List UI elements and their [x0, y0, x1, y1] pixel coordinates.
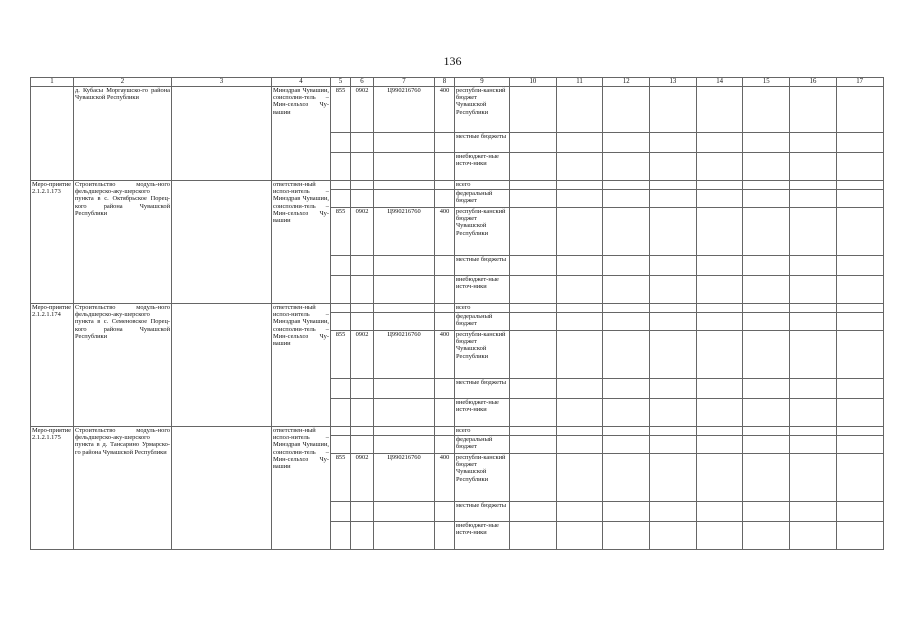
value-cell: [603, 313, 650, 331]
value-cell: [790, 153, 837, 181]
value-cell: [510, 153, 557, 181]
vr-code: 400: [435, 208, 455, 256]
event-cell: Меро-приятие 2.1.2.1.173: [31, 181, 74, 304]
rzpr-code: 0902: [351, 208, 374, 256]
funding-source: республи-канский бюджет Чувашской Республики: [455, 87, 510, 133]
value-cell: [603, 276, 650, 304]
event-cell: [31, 87, 74, 181]
value-cell: [696, 276, 743, 304]
page-number: 136: [443, 54, 462, 68]
value-cell: [374, 502, 435, 522]
value-cell: [743, 313, 790, 331]
value-cell: [351, 379, 374, 399]
value-cell: [743, 454, 790, 502]
column-number-7: 7: [374, 78, 435, 87]
value-cell: [351, 181, 374, 190]
value-cell: [556, 522, 603, 550]
value-cell: [696, 379, 743, 399]
empty-cell: [172, 87, 272, 181]
vr-code: 400: [435, 331, 455, 379]
value-cell: [790, 313, 837, 331]
value-cell: [510, 399, 557, 427]
value-cell: [510, 427, 557, 436]
value-cell: [836, 256, 883, 276]
value-cell: [696, 208, 743, 256]
grbs-code: 855: [331, 331, 351, 379]
value-cell: [556, 87, 603, 133]
value-cell: [556, 454, 603, 502]
value-cell: [510, 522, 557, 550]
value-cell: [351, 436, 374, 454]
value-cell: [836, 313, 883, 331]
event-cell: Меро-приятие 2.1.2.1.175: [31, 427, 74, 550]
value-cell: [351, 313, 374, 331]
value-cell: [790, 181, 837, 190]
value-cell: [650, 331, 697, 379]
executor-cell: ответствен-ный испол-нитель – Минздрав Чувашии, соисполни-тель – Мин-сельхоз Чу-вашии: [272, 427, 331, 550]
value-cell: [650, 153, 697, 181]
value-cell: [603, 87, 650, 133]
value-cell: [743, 379, 790, 399]
value-cell: [556, 276, 603, 304]
funding-source: федеральный бюджет: [455, 190, 510, 208]
value-cell: [743, 502, 790, 522]
funding-source: внебюджет-ные источ-ники: [455, 153, 510, 181]
value-cell: [836, 208, 883, 256]
funding-source: федеральный бюджет: [455, 313, 510, 331]
value-cell: [696, 256, 743, 276]
value-cell: [603, 153, 650, 181]
value-cell: [650, 181, 697, 190]
column-number-11: 11: [556, 78, 603, 87]
value-cell: [743, 190, 790, 208]
value-cell: [790, 454, 837, 502]
value-cell: [603, 208, 650, 256]
value-cell: [836, 133, 883, 153]
column-number-4: 4: [272, 78, 331, 87]
value-cell: [743, 436, 790, 454]
value-cell: [836, 276, 883, 304]
value-cell: [374, 313, 435, 331]
value-cell: [650, 87, 697, 133]
value-cell: [650, 313, 697, 331]
column-number-13: 13: [650, 78, 697, 87]
table-row: [31, 87, 884, 133]
value-cell: [650, 304, 697, 313]
value-cell: [331, 133, 351, 153]
value-cell: [696, 502, 743, 522]
value-cell: [836, 304, 883, 313]
column-number-3: 3: [172, 78, 272, 87]
funding-source: всего: [455, 427, 510, 436]
value-cell: [556, 502, 603, 522]
value-cell: [374, 190, 435, 208]
rzpr-code: 0902: [351, 87, 374, 133]
value-cell: [331, 153, 351, 181]
value-cell: [696, 399, 743, 427]
value-cell: [331, 436, 351, 454]
value-cell: [790, 399, 837, 427]
value-cell: [836, 427, 883, 436]
value-cell: [351, 522, 374, 550]
column-number-14: 14: [696, 78, 743, 87]
value-cell: [435, 256, 455, 276]
value-cell: [331, 304, 351, 313]
value-cell: [603, 133, 650, 153]
value-cell: [836, 379, 883, 399]
empty-cell: [172, 427, 272, 550]
value-cell: [556, 427, 603, 436]
grbs-code: 855: [331, 87, 351, 133]
value-cell: [435, 522, 455, 550]
funding-source: местные бюджеты: [455, 133, 510, 153]
column-number-1: 1: [31, 78, 74, 87]
value-cell: [696, 331, 743, 379]
value-cell: [603, 454, 650, 502]
value-cell: [510, 256, 557, 276]
csr-code: Ц990216760: [374, 87, 435, 133]
value-cell: [351, 276, 374, 304]
value-cell: [836, 522, 883, 550]
value-cell: [790, 208, 837, 256]
funding-source: республи-канский бюджет Чувашской Республики: [455, 454, 510, 502]
value-cell: [650, 454, 697, 502]
value-cell: [836, 436, 883, 454]
value-cell: [556, 190, 603, 208]
vr-code: 400: [435, 454, 455, 502]
value-cell: [836, 190, 883, 208]
event-cell: Меро-приятие 2.1.2.1.174: [31, 304, 74, 427]
value-cell: [790, 190, 837, 208]
value-cell: [351, 304, 374, 313]
value-cell: [743, 522, 790, 550]
value-cell: [351, 133, 374, 153]
column-number-17: 17: [836, 78, 883, 87]
empty-cell: [172, 304, 272, 427]
value-cell: [556, 181, 603, 190]
value-cell: [790, 276, 837, 304]
value-cell: [790, 522, 837, 550]
value-cell: [603, 331, 650, 379]
value-cell: [603, 502, 650, 522]
value-cell: [650, 190, 697, 208]
object-cell: Строительство модуль-ного фельдшерско-аку-шерского пункта в с. Октябрьское Порец-кого района Чувашской Республики: [74, 181, 172, 304]
value-cell: [331, 427, 351, 436]
column-number-8: 8: [435, 78, 455, 87]
value-cell: [374, 153, 435, 181]
object-cell: Строительство модуль-ного фельдшерско-аку-шерского пункта в с. Семеновское Порец-кого района Чувашской Республики: [74, 304, 172, 427]
value-cell: [510, 379, 557, 399]
value-cell: [510, 208, 557, 256]
value-cell: [650, 502, 697, 522]
grbs-code: 855: [331, 208, 351, 256]
value-cell: [510, 454, 557, 502]
value-cell: [696, 133, 743, 153]
value-cell: [374, 133, 435, 153]
value-cell: [696, 522, 743, 550]
csr-code: Ц990216760: [374, 208, 435, 256]
value-cell: [374, 276, 435, 304]
column-number-5: 5: [331, 78, 351, 87]
value-cell: [743, 181, 790, 190]
value-cell: [650, 522, 697, 550]
table-body: [31, 78, 884, 550]
column-number-16: 16: [790, 78, 837, 87]
value-cell: [603, 190, 650, 208]
value-cell: [331, 181, 351, 190]
value-cell: [435, 190, 455, 208]
value-cell: [331, 276, 351, 304]
funding-source: внебюджет-ные источ-ники: [455, 522, 510, 550]
value-cell: [743, 256, 790, 276]
value-cell: [331, 190, 351, 208]
value-cell: [650, 133, 697, 153]
value-cell: [435, 313, 455, 331]
value-cell: [435, 181, 455, 190]
value-cell: [603, 181, 650, 190]
value-cell: [790, 436, 837, 454]
value-cell: [603, 436, 650, 454]
value-cell: [510, 133, 557, 153]
value-cell: [743, 304, 790, 313]
csr-code: Ц990216760: [374, 331, 435, 379]
value-cell: [331, 379, 351, 399]
rzpr-code: 0902: [351, 331, 374, 379]
value-cell: [743, 87, 790, 133]
object-cell: Строительство модуль-ного фельдшерско-аку-шерского пункта в д. Тансарино Урмарско-го района Чувашской Республики: [74, 427, 172, 550]
value-cell: [374, 436, 435, 454]
value-cell: [556, 399, 603, 427]
value-cell: [351, 190, 374, 208]
value-cell: [351, 502, 374, 522]
value-cell: [790, 256, 837, 276]
funding-source: республи-канский бюджет Чувашской Республики: [455, 331, 510, 379]
value-cell: [650, 427, 697, 436]
value-cell: [556, 313, 603, 331]
value-cell: [790, 427, 837, 436]
executor-cell: ответствен-ный испол-нитель – Минздрав Чувашии, соисполни-тель – Мин-сельхоз Чу-вашии: [272, 181, 331, 304]
value-cell: [650, 379, 697, 399]
value-cell: [650, 256, 697, 276]
value-cell: [743, 399, 790, 427]
value-cell: [510, 276, 557, 304]
value-cell: [435, 427, 455, 436]
executor-cell: Минздрав Чувашии, соисполни-тель – Мин-сельхоз Чу-вашии: [272, 87, 331, 181]
value-cell: [556, 331, 603, 379]
value-cell: [836, 399, 883, 427]
value-cell: [435, 379, 455, 399]
csr-code: Ц990216760: [374, 454, 435, 502]
value-cell: [435, 276, 455, 304]
value-cell: [790, 331, 837, 379]
funding-source: внебюджет-ные источ-ники: [455, 276, 510, 304]
value-cell: [790, 304, 837, 313]
value-cell: [556, 153, 603, 181]
value-cell: [556, 208, 603, 256]
value-cell: [510, 190, 557, 208]
funding-source: республи-канский бюджет Чувашской Республики: [455, 208, 510, 256]
column-number-10: 10: [510, 78, 557, 87]
value-cell: [790, 87, 837, 133]
value-cell: [510, 87, 557, 133]
value-cell: [696, 304, 743, 313]
value-cell: [743, 331, 790, 379]
value-cell: [435, 153, 455, 181]
value-cell: [603, 256, 650, 276]
value-cell: [790, 133, 837, 153]
value-cell: [696, 427, 743, 436]
value-cell: [331, 256, 351, 276]
budget-table: [30, 77, 884, 550]
value-cell: [790, 502, 837, 522]
value-cell: [743, 133, 790, 153]
value-cell: [696, 436, 743, 454]
value-cell: [696, 181, 743, 190]
value-cell: [351, 153, 374, 181]
value-cell: [435, 133, 455, 153]
value-cell: [790, 379, 837, 399]
funding-source: всего: [455, 304, 510, 313]
value-cell: [374, 181, 435, 190]
column-number-2: 2: [74, 78, 172, 87]
funding-source: местные бюджеты: [455, 379, 510, 399]
vr-code: 400: [435, 87, 455, 133]
column-number-row: [31, 78, 884, 87]
object-cell: д. Кубасы Моргаушско-го района Чувашской Республики: [74, 87, 172, 181]
value-cell: [435, 304, 455, 313]
value-cell: [510, 181, 557, 190]
funding-source: местные бюджеты: [455, 256, 510, 276]
value-cell: [603, 399, 650, 427]
table-row: [31, 181, 884, 190]
value-cell: [603, 427, 650, 436]
empty-cell: [172, 181, 272, 304]
funding-source: местные бюджеты: [455, 502, 510, 522]
value-cell: [743, 153, 790, 181]
value-cell: [331, 399, 351, 427]
value-cell: [696, 153, 743, 181]
value-cell: [331, 502, 351, 522]
value-cell: [435, 502, 455, 522]
value-cell: [836, 153, 883, 181]
grbs-code: 855: [331, 454, 351, 502]
value-cell: [743, 276, 790, 304]
column-number-12: 12: [603, 78, 650, 87]
funding-source: всего: [455, 181, 510, 190]
value-cell: [331, 522, 351, 550]
value-cell: [556, 304, 603, 313]
value-cell: [351, 256, 374, 276]
value-cell: [435, 399, 455, 427]
value-cell: [696, 87, 743, 133]
value-cell: [743, 427, 790, 436]
value-cell: [556, 436, 603, 454]
value-cell: [510, 304, 557, 313]
value-cell: [836, 502, 883, 522]
value-cell: [556, 256, 603, 276]
table-row: [31, 427, 884, 436]
column-number-6: 6: [351, 78, 374, 87]
value-cell: [510, 502, 557, 522]
value-cell: [556, 133, 603, 153]
value-cell: [650, 436, 697, 454]
value-cell: [650, 399, 697, 427]
value-cell: [836, 181, 883, 190]
value-cell: [603, 304, 650, 313]
value-cell: [374, 304, 435, 313]
value-cell: [836, 454, 883, 502]
value-cell: [696, 190, 743, 208]
value-cell: [435, 436, 455, 454]
value-cell: [351, 399, 374, 427]
column-number-9: 9: [455, 78, 510, 87]
value-cell: [510, 313, 557, 331]
value-cell: [331, 313, 351, 331]
value-cell: [374, 379, 435, 399]
rzpr-code: 0902: [351, 454, 374, 502]
value-cell: [603, 522, 650, 550]
value-cell: [696, 454, 743, 502]
table-row: [31, 304, 884, 313]
value-cell: [510, 436, 557, 454]
value-cell: [836, 87, 883, 133]
funding-source: внебюджет-ные источ-ники: [455, 399, 510, 427]
value-cell: [696, 313, 743, 331]
value-cell: [603, 379, 650, 399]
value-cell: [836, 331, 883, 379]
executor-cell: ответствен-ный испол-нитель – Минздрав Чувашии, соисполни-тель – Мин-сельхоз Чу-вашии: [272, 304, 331, 427]
column-number-15: 15: [743, 78, 790, 87]
value-cell: [374, 522, 435, 550]
funding-source: федеральный бюджет: [455, 436, 510, 454]
value-cell: [374, 427, 435, 436]
value-cell: [650, 208, 697, 256]
value-cell: [374, 399, 435, 427]
value-cell: [351, 427, 374, 436]
value-cell: [556, 379, 603, 399]
value-cell: [374, 256, 435, 276]
value-cell: [510, 331, 557, 379]
value-cell: [743, 208, 790, 256]
value-cell: [650, 276, 697, 304]
